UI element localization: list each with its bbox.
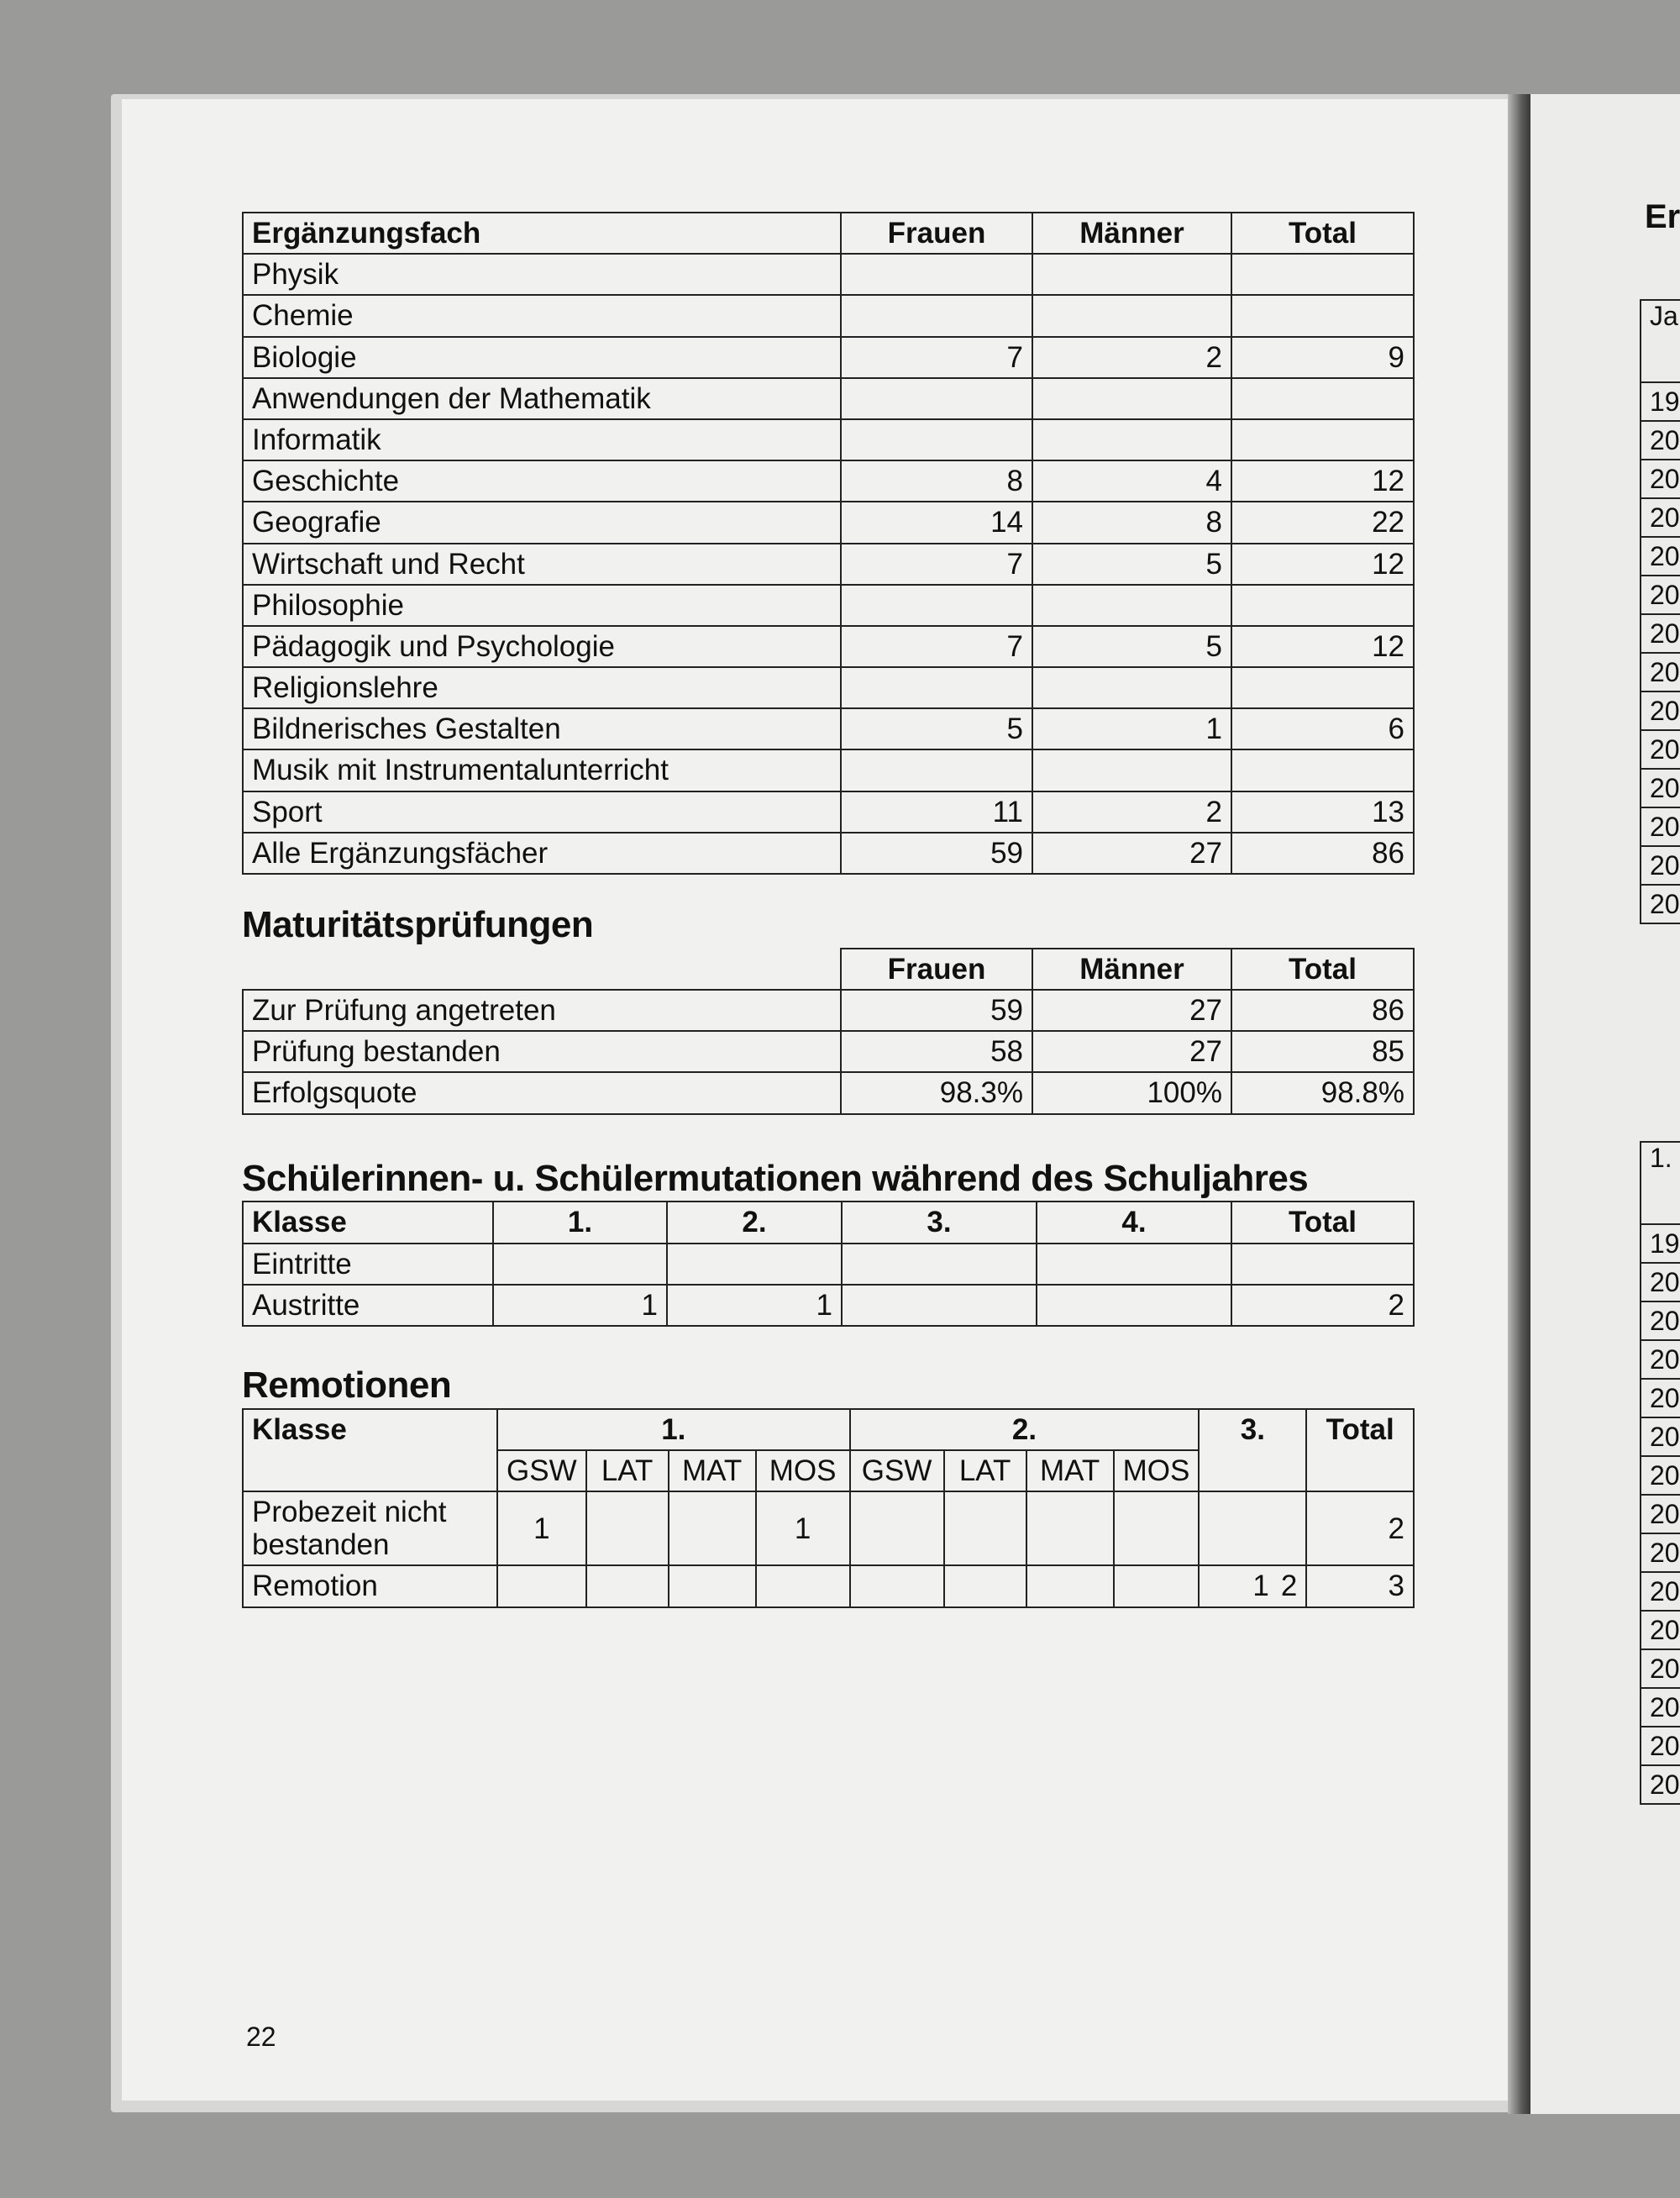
total-cell: 12 — [1231, 544, 1414, 585]
maenner-cell: 5 — [1032, 544, 1231, 585]
table-row — [243, 990, 1414, 1031]
value-cell — [669, 1491, 756, 1565]
row-label: Remotion — [243, 1565, 497, 1606]
mutationen-title: Schülerinnen- u. Schülermutationen während des Schuljahres — [242, 1157, 1309, 1199]
table-row — [1641, 1417, 1680, 1456]
table-row — [1641, 1649, 1680, 1688]
value-part: 2 — [1280, 1570, 1298, 1603]
value-cell: 1 — [493, 1285, 667, 1326]
partial-cell: 20 — [1641, 537, 1680, 576]
partial-cell: 19 — [1641, 1224, 1680, 1263]
page-number: 22 — [246, 2022, 276, 2052]
partial-cell: 20 — [1641, 1649, 1680, 1688]
column-header: 2. — [667, 1202, 842, 1243]
frauen-cell — [841, 378, 1032, 419]
partial-cell: 20 — [1641, 1765, 1680, 1804]
sub-header: MOS — [1114, 1450, 1200, 1491]
sub-header: MOS — [756, 1450, 850, 1491]
value-cell — [667, 1244, 842, 1285]
column-header: Ergänzungsfach — [243, 213, 841, 254]
maturitaet-table — [242, 948, 1415, 1115]
mutationen-table — [242, 1201, 1415, 1327]
maenner-cell: 27 — [1032, 1031, 1231, 1072]
partial-cell: 19 — [1641, 382, 1680, 421]
table-row — [1641, 1495, 1680, 1533]
maenner-cell — [1032, 667, 1231, 708]
partial-cell: 20 — [1641, 1611, 1680, 1649]
right-page-heading: Er — [1645, 198, 1680, 235]
table-row — [1641, 1301, 1680, 1340]
column-header: Klasse — [243, 1409, 497, 1491]
table-header-row — [243, 1409, 1414, 1450]
table-row — [243, 1244, 1414, 1285]
row-label: Probezeit nicht bestanden — [243, 1491, 497, 1565]
sub-header: LAT — [586, 1450, 669, 1491]
table-row — [243, 419, 1414, 460]
column-header: 1. — [493, 1202, 667, 1243]
frauen-cell: 98.3% — [841, 1072, 1032, 1113]
row-label: Sport — [243, 791, 841, 833]
table-row — [1641, 885, 1680, 923]
table-row — [243, 667, 1414, 708]
maenner-cell: 1 — [1032, 708, 1231, 749]
partial-cell: 20 — [1641, 885, 1680, 923]
frauen-cell: 59 — [841, 990, 1032, 1031]
total-cell: 86 — [1231, 833, 1414, 874]
table-row — [1641, 691, 1680, 730]
table-row — [243, 1031, 1414, 1072]
table-row — [243, 585, 1414, 626]
table-header-row — [243, 949, 1414, 990]
table-row — [1641, 769, 1680, 807]
frauen-cell — [841, 749, 1032, 791]
partial-cell: 20 — [1641, 1263, 1680, 1301]
value-cell — [1114, 1491, 1200, 1565]
table-row — [243, 626, 1414, 667]
table-row — [1641, 382, 1680, 421]
table-row — [1641, 1456, 1680, 1495]
table-row — [243, 749, 1414, 791]
row-label: Philosophie — [243, 585, 841, 626]
frauen-cell: 14 — [841, 502, 1032, 543]
group-header: 3. — [1199, 1409, 1306, 1491]
frauen-cell — [841, 254, 1032, 295]
partial-cell: 20 — [1641, 1533, 1680, 1572]
column-header: Total — [1231, 213, 1414, 254]
row-label: Bildnerisches Gestalten — [243, 708, 841, 749]
frauen-cell: 7 — [841, 544, 1032, 585]
partial-cell: 20 — [1641, 769, 1680, 807]
table-row — [243, 502, 1414, 543]
remotionen-table — [242, 1408, 1415, 1608]
table-row — [1641, 1224, 1680, 1263]
table-row — [1641, 1379, 1680, 1417]
table-row — [1641, 1340, 1680, 1379]
value-cell — [944, 1565, 1026, 1606]
row-label: Eintritte — [243, 1244, 493, 1285]
table-row — [1641, 576, 1680, 614]
partial-cell: 20 — [1641, 1495, 1680, 1533]
frauen-cell — [841, 667, 1032, 708]
sub-header: GSW — [850, 1450, 944, 1491]
partial-cell: 20 — [1641, 1417, 1680, 1456]
column-header: Männer — [1032, 949, 1231, 990]
row-label: Erfolgsquote — [243, 1072, 841, 1113]
value-cell — [842, 1244, 1037, 1285]
value-cell — [493, 1244, 667, 1285]
remotionen-title: Remotionen — [242, 1364, 452, 1406]
partial-cell: 20 — [1641, 1301, 1680, 1340]
table-header-row — [243, 213, 1414, 254]
row-label: Alle Ergänzungsfächer — [243, 833, 841, 874]
partial-cell: 20 — [1641, 460, 1680, 498]
frauen-cell: 58 — [841, 1031, 1032, 1072]
table-row — [243, 1491, 1414, 1565]
table-row — [1641, 730, 1680, 769]
maenner-cell: 27 — [1032, 833, 1231, 874]
row-label: Physik — [243, 254, 841, 295]
total-cell: 22 — [1231, 502, 1414, 543]
maenner-cell: 4 — [1032, 460, 1231, 502]
sub-header: GSW — [497, 1450, 586, 1491]
table-row — [243, 378, 1414, 419]
table-row — [1641, 421, 1680, 460]
value-cell — [1231, 1244, 1414, 1285]
maenner-cell — [1032, 419, 1231, 460]
table-row — [243, 708, 1414, 749]
frauen-cell: 7 — [841, 337, 1032, 378]
frauen-cell: 8 — [841, 460, 1032, 502]
maenner-cell: 2 — [1032, 337, 1231, 378]
total-cell: 9 — [1231, 337, 1414, 378]
total-cell — [1231, 378, 1414, 419]
maenner-cell: 2 — [1032, 791, 1231, 833]
table-row — [1641, 653, 1680, 691]
table-row — [1641, 1688, 1680, 1727]
table-row — [243, 337, 1414, 378]
value-cell — [1037, 1244, 1231, 1285]
table-row — [1641, 1727, 1680, 1765]
empty-header — [243, 949, 841, 990]
row-label: Geschichte — [243, 460, 841, 502]
erganzungsfach-table — [242, 212, 1415, 875]
table-row — [1641, 1142, 1680, 1224]
partial-cell: 20 — [1641, 1572, 1680, 1611]
partial-cell: 20 — [1641, 691, 1680, 730]
partial-cell: 20 — [1641, 1688, 1680, 1727]
table-row — [243, 544, 1414, 585]
partial-cell: 20 — [1641, 1456, 1680, 1495]
sub-header: MAT — [1026, 1450, 1114, 1491]
partial-cell: 20 — [1641, 421, 1680, 460]
frauen-cell: 7 — [841, 626, 1032, 667]
value-cell — [1199, 1565, 1306, 1606]
partial-cell: 20 — [1641, 730, 1680, 769]
row-label: Prüfung bestanden — [243, 1031, 841, 1072]
value-cell — [850, 1491, 944, 1565]
maenner-cell — [1032, 295, 1231, 336]
value-cell — [944, 1491, 1026, 1565]
table-row — [243, 295, 1414, 336]
row-label: Anwendungen der Mathematik — [243, 378, 841, 419]
table-row — [1641, 460, 1680, 498]
row-label: Austritte — [243, 1285, 493, 1326]
value-cell — [1026, 1565, 1114, 1606]
book-gutter — [1508, 94, 1531, 2114]
maenner-cell — [1032, 378, 1231, 419]
column-header: Total — [1231, 1202, 1414, 1243]
value-cell — [1114, 1565, 1200, 1606]
group-header: Total — [1306, 1409, 1414, 1491]
table-row — [243, 254, 1414, 295]
table-row — [1641, 1765, 1680, 1804]
row-label: Wirtschaft und Recht — [243, 544, 841, 585]
total-cell: 6 — [1231, 708, 1414, 749]
column-header: Frauen — [841, 213, 1032, 254]
table-row — [1641, 807, 1680, 846]
sub-header: LAT — [944, 1450, 1026, 1491]
table-row — [243, 460, 1414, 502]
partial-cell: 20 — [1641, 614, 1680, 653]
column-header: 4. — [1037, 1202, 1231, 1243]
value-cell — [1199, 1491, 1306, 1565]
maenner-cell: 27 — [1032, 990, 1231, 1031]
total-cell — [1231, 585, 1414, 626]
table-row — [243, 833, 1414, 874]
column-header: Frauen — [841, 949, 1032, 990]
frauen-cell — [841, 585, 1032, 626]
table-row — [1641, 1533, 1680, 1572]
partial-cell: 20 — [1641, 498, 1680, 537]
row-label: Geografie — [243, 502, 841, 543]
value-cell: 1 — [497, 1491, 586, 1565]
right-page-table-1 — [1640, 299, 1680, 924]
table-row — [243, 1072, 1414, 1113]
maenner-cell — [1032, 749, 1231, 791]
value-cell — [669, 1565, 756, 1606]
column-header: 3. — [842, 1202, 1037, 1243]
maturitaet-title: Maturitätsprüfungen — [242, 904, 594, 945]
partial-cell: Ja — [1641, 300, 1680, 382]
sub-header: MAT — [669, 1450, 756, 1491]
total-cell — [1231, 419, 1414, 460]
value-cell — [842, 1285, 1037, 1326]
column-header: Total — [1231, 949, 1414, 990]
group-header: 1. — [497, 1409, 850, 1450]
column-header: Männer — [1032, 213, 1231, 254]
total-cell: 3 — [1306, 1565, 1414, 1606]
value-part: 1 — [1252, 1570, 1269, 1603]
frauen-cell: 59 — [841, 833, 1032, 874]
table-row — [1641, 300, 1680, 382]
row-label: Chemie — [243, 295, 841, 336]
total-cell — [1231, 749, 1414, 791]
value-cell: 1 — [667, 1285, 842, 1326]
total-cell — [1231, 254, 1414, 295]
value-cell — [1026, 1491, 1114, 1565]
value-cell: 1 — [756, 1491, 850, 1565]
total-cell: 85 — [1231, 1031, 1414, 1072]
maenner-cell: 100% — [1032, 1072, 1231, 1113]
partial-cell: 20 — [1641, 807, 1680, 846]
maenner-cell — [1032, 254, 1231, 295]
table-row — [1641, 614, 1680, 653]
group-header: 2. — [850, 1409, 1200, 1450]
total-cell: 12 — [1231, 626, 1414, 667]
partial-cell: 20 — [1641, 846, 1680, 885]
row-label: Biologie — [243, 337, 841, 378]
table-row — [1641, 1572, 1680, 1611]
value-cell — [850, 1565, 944, 1606]
table-header-row — [243, 1202, 1414, 1243]
partial-cell: 20 — [1641, 1379, 1680, 1417]
total-cell: 86 — [1231, 990, 1414, 1031]
table-row — [243, 791, 1414, 833]
table-row — [243, 1565, 1414, 1606]
partial-cell: 20 — [1641, 1340, 1680, 1379]
table-row — [1641, 537, 1680, 576]
row-label: Religionslehre — [243, 667, 841, 708]
maenner-cell: 5 — [1032, 626, 1231, 667]
partial-cell: 1. — [1641, 1142, 1680, 1224]
column-header: Klasse — [243, 1202, 493, 1243]
maenner-cell — [1032, 585, 1231, 626]
total-cell: 13 — [1231, 791, 1414, 833]
value-cell — [497, 1565, 586, 1606]
frauen-cell: 11 — [841, 791, 1032, 833]
row-label: Informatik — [243, 419, 841, 460]
row-label: Musik mit Instrumentalunterricht — [243, 749, 841, 791]
table-row — [1641, 1263, 1680, 1301]
frauen-cell: 5 — [841, 708, 1032, 749]
right-page-table-2 — [1640, 1141, 1680, 1805]
table-row — [243, 1285, 1414, 1326]
partial-cell: 20 — [1641, 576, 1680, 614]
total-cell — [1231, 295, 1414, 336]
table-row — [1641, 1611, 1680, 1649]
value-cell — [586, 1565, 669, 1606]
value-cell — [1037, 1285, 1231, 1326]
frauen-cell — [841, 295, 1032, 336]
maenner-cell: 8 — [1032, 502, 1231, 543]
value-cell: 2 — [1231, 1285, 1414, 1326]
frauen-cell — [841, 419, 1032, 460]
total-cell: 12 — [1231, 460, 1414, 502]
value-cell: 2 — [1306, 1491, 1414, 1565]
partial-cell: 20 — [1641, 1727, 1680, 1765]
row-label: Pädagogik und Psychologie — [243, 626, 841, 667]
value-cell — [586, 1491, 669, 1565]
table-row — [1641, 498, 1680, 537]
page-content — [242, 212, 1415, 1608]
value-cell — [756, 1565, 850, 1606]
total-cell: 98.8% — [1231, 1072, 1414, 1113]
row-label: Zur Prüfung angetreten — [243, 990, 841, 1031]
total-cell — [1231, 667, 1414, 708]
partial-cell: 20 — [1641, 653, 1680, 691]
table-row — [1641, 846, 1680, 885]
